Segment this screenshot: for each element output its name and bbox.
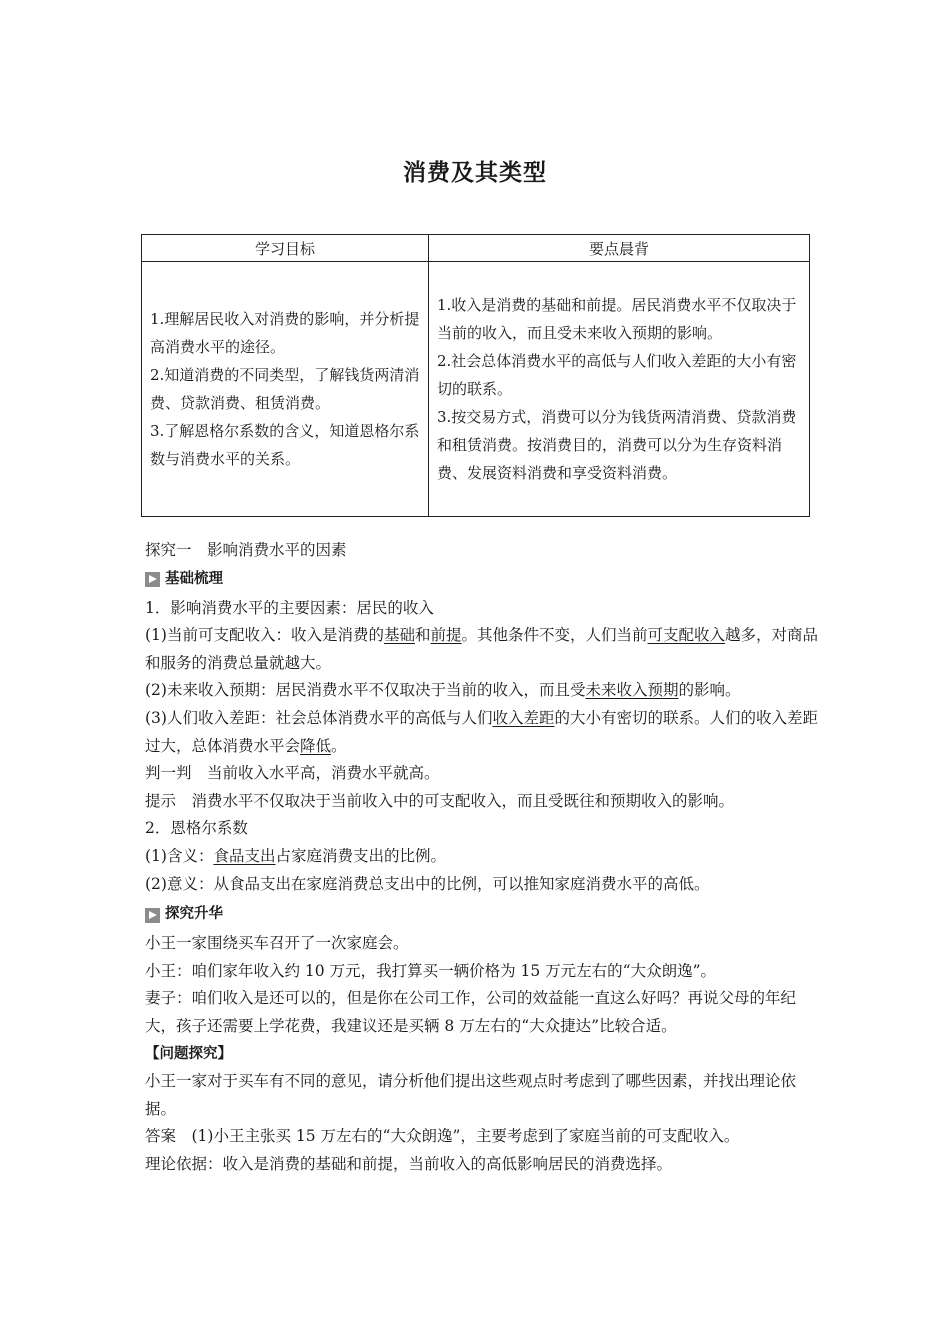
learning-goals-cell [142, 262, 429, 517]
inquiry-heading: 探究一 影响消费水平的因素 [145, 541, 347, 559]
section-bar-label: 探究升华 [165, 906, 223, 923]
basics-point-current-income [145, 622, 820, 677]
judge-statement: 判一判 当前收入水平高，消费水平就高。 [145, 764, 440, 783]
key-point-item: 1.收入是消费的基础和前提。居民消费水平不仅取决于当前的收入，而且受未来收入预期的影响。 [437, 296, 797, 342]
goal-item: 3.了解恩格尔系数的含义，知道恩格尔系数与消费水平的关系。 [150, 422, 420, 468]
text-span: 。 [331, 736, 347, 755]
hint-statement: 提示 消费水平不仅取决于当前收入中的可支配收入，而且受既往和预期收入的影响。 [145, 791, 735, 810]
text-span: 的影响。 [678, 681, 741, 700]
engel-significance: (2)意义：从食品支出在家庭消费总支出中的比例，可以推知家庭消费水平的高低。 [145, 874, 710, 893]
story-wife: 妻子：咱们收入是还可以的，但是你在公司工作，公司的效益能一直这么好吗？再说父母的年纪大，孩子还需要上学花费，我建议还是买辆 8 万左右的“大众捷达”比较合适。 [145, 989, 797, 1035]
text-span: (3)人们收入差距：社会总体消费水平的高低与人们 [145, 708, 493, 727]
header-learning-goals: 学习目标 [142, 235, 429, 262]
underlined-term: 前提 [430, 626, 462, 645]
text-span: (2)未来收入预期：居民消费水平不仅取决于当前的收入，而且受 [145, 681, 586, 700]
text-span: 。其他条件不变，人们当前 [461, 626, 648, 645]
section-bar-explore [145, 900, 820, 930]
underlined-term: 未来收入预期 [585, 681, 679, 700]
goals-table [141, 234, 810, 517]
underlined-term: 基础 [383, 626, 415, 645]
basics-point-2: 2．恩格尔系数 [145, 819, 248, 838]
goal-item: 2.知道消费的不同类型，了解钱货两清消费、贷款消费、租赁消费。 [150, 366, 420, 412]
play-triangle-icon [145, 908, 160, 923]
text-span: 越多，对商品和服务的消费总量就越大。 [145, 626, 819, 672]
underlined-term: 可支配收入 [647, 626, 726, 645]
basics-point-income-gap [145, 705, 820, 760]
basics-point-future-income [145, 677, 820, 705]
goal-item: 1.理解居民收入对消费的影响，并分析提高消费水平的途径。 [150, 310, 420, 356]
story-intro: 小王一家围绕买车召开了一次家庭会。 [145, 934, 409, 953]
header-key-points: 要点晨背 [429, 235, 810, 262]
play-triangle-icon [145, 572, 160, 587]
key-points-cell [429, 262, 810, 517]
underlined-term: 收入差距 [492, 708, 555, 727]
underlined-term: 食品支出 [213, 846, 276, 865]
engel-meaning [145, 843, 820, 871]
inquiry-section [145, 537, 820, 1178]
section-bar-basics [145, 565, 820, 595]
key-point-item: 3.按交易方式，消费可以分为钱货两清消费、贷款消费和租赁消费。按消费目的，消费可以分为生存资料消费、发展资料消费和享受资料消费。 [437, 408, 797, 482]
text-span: 和 [414, 626, 431, 645]
story-xiaowang: 小王：咱们家年收入约 10 万元，我打算买一辆价格为 15 万元左右的“大众朗逸”。 [145, 961, 717, 980]
text-span: (1)含义： [145, 846, 214, 865]
section-bar-label: 基础梳理 [165, 570, 223, 587]
answer-text: 答案 (1)小王主张买 15 万左右的“大众朗逸”，主要考虑到了家庭当前的可支配收入。 [145, 1127, 740, 1146]
page-title: 消费及其类型 [403, 160, 547, 186]
underlined-term: 降低 [300, 736, 332, 755]
text-span: 的大小有密切的联系。人们的收入差距过大，总体消费水平会 [145, 708, 818, 755]
text-span: 占家庭消费支出的比例。 [275, 846, 446, 865]
key-point-item: 2.社会总体消费水平的高低与人们收入差距的大小有密切的联系。 [437, 352, 797, 398]
text-span: (1)当前可支配收入：收入是消费的 [145, 626, 384, 645]
theory-basis: 理论依据：收入是消费的基础和前提，当前收入的高低影响居民的消费选择。 [145, 1154, 673, 1173]
question-heading: 【问题探究】 [145, 1045, 232, 1062]
basics-point-1: 1．影响消费水平的主要因素：居民的收入 [145, 598, 434, 617]
question-text: 小王一家对于买车有不同的意见，请分析他们提出这些观点时考虑到了哪些因素，并找出理论依据。 [145, 1072, 797, 1118]
